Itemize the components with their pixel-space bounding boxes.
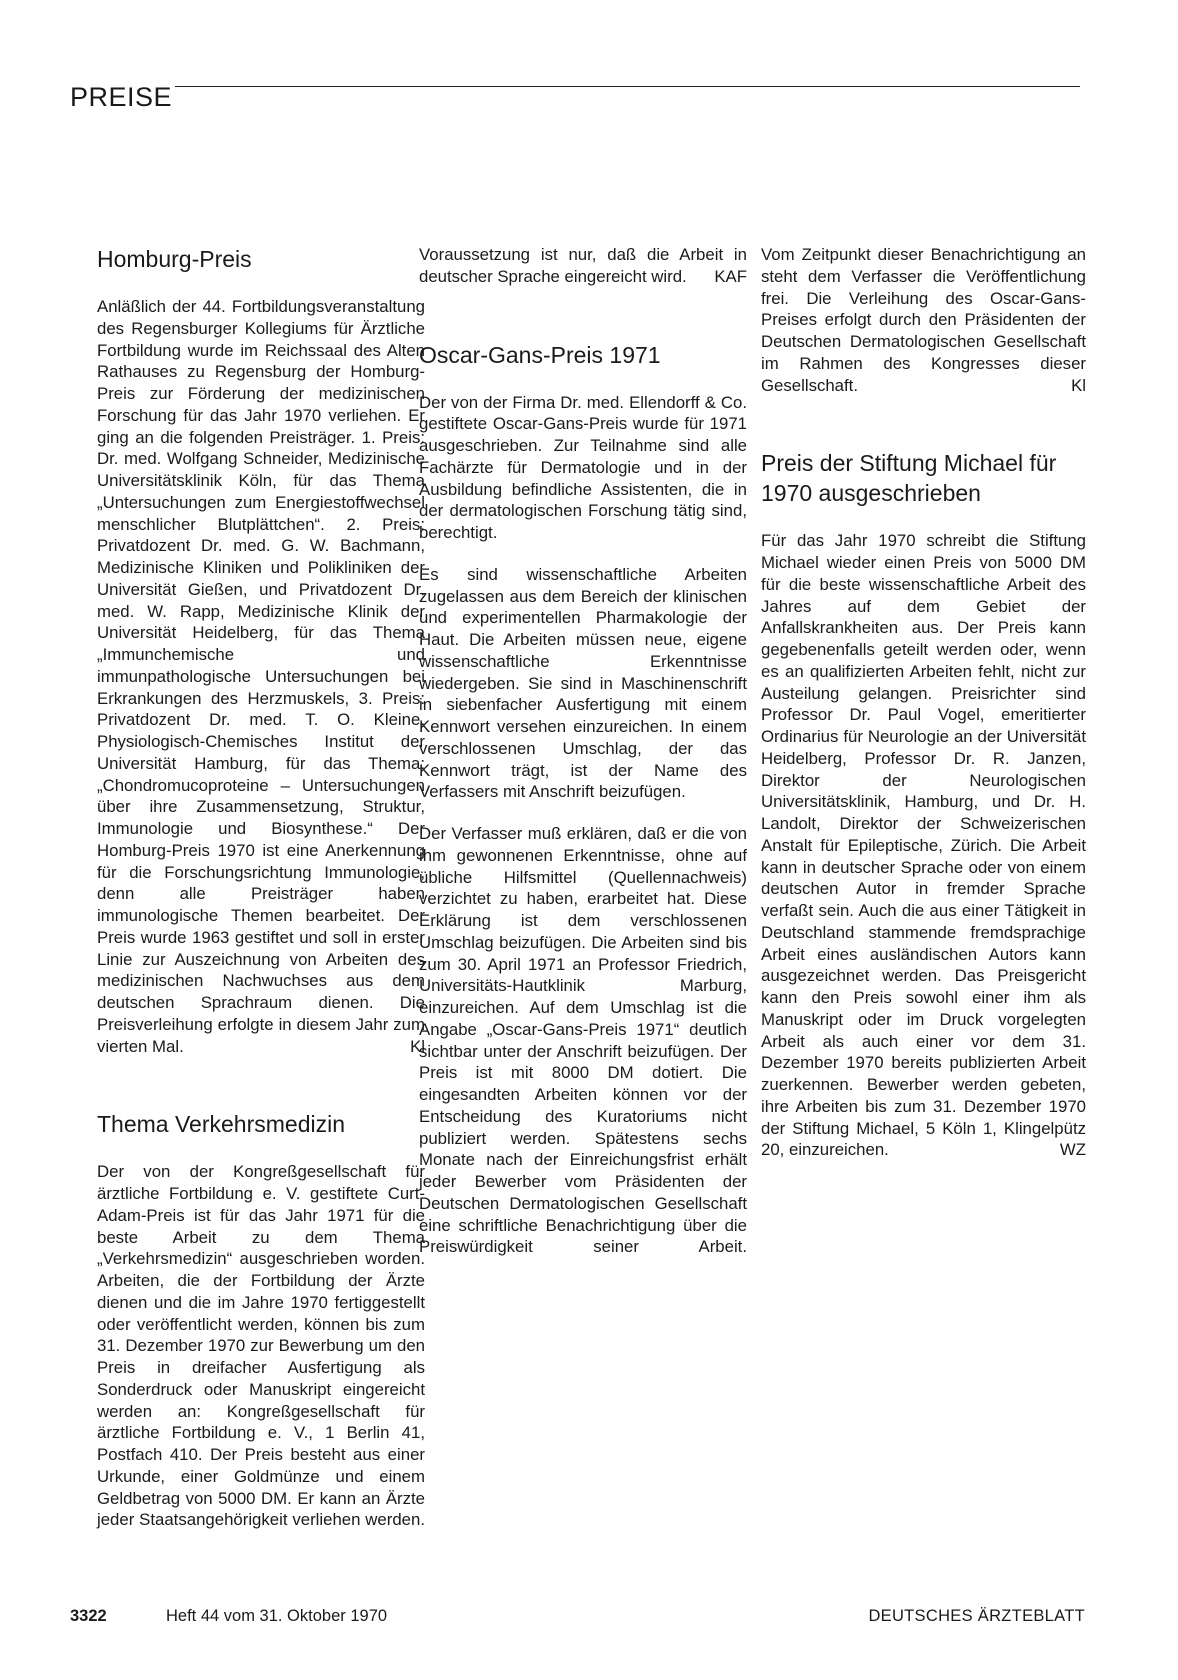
- article-title: Oscar-Gans-Preis 1971: [419, 341, 661, 368]
- article-paragraph-continued: [419, 244, 747, 288]
- column-2: [419, 244, 747, 1296]
- article-oscar-gans-preis-continued: [761, 244, 1086, 396]
- header-rule: [175, 86, 1080, 87]
- author-signature: Kl: [410, 1036, 425, 1056]
- article-paragraph: Der Verfasser muß erklären, daß er die von ihm gewonnenen Erkenntnisse, ohne auf übliche Hilfsmittel (Quellennachweis) verzichtet zu haben, erarbeitet hat. Diese Erklärung ist dem verschlossenen Umschlag beizufügen. Die Arbeiten sind bis zum 30. April 1971 an Professor Friedrich, Universitäts-Hautklinik Marburg, einzureichen. Auf dem Umschlag ist die Angabe „Oscar-Gans-Preis 1971“ deutlich sichtbar unter der Anschrift beizufügen. Der Preis ist mit 8000 DM dotiert. Die eingesandten Arbeiten können vor der Entscheidung des Kuratoriums nicht publiziert werden. Spätestens sechs Monate nach der Einreichungsfrist erhält jeder Bewerber vom Präsidenten der Deutschen Dermatologischen Gesellschaft eine schriftliche Benachrichtigung über die Preiswürdigkeit seiner Arbeit.: [419, 824, 747, 1257]
- paragraph-text: Vom Zeitpunkt dieser Benachrichtigung an steht dem Verfasser die Veröffentlichung frei. Die Verleihung des Oscar-Gans-Preises erfolgt durch den Präsidenten der Deutschen Dermatologischen Gesellschaft im Rahmen des Kongresses dieser Gesellschaft.: [761, 245, 1086, 395]
- column-3: [761, 244, 1086, 1199]
- article-thema-verkehrsmedizin: [97, 1109, 425, 1531]
- article-title: Thema Verkehrsmedizin: [97, 1111, 345, 1138]
- article-title: Preis der Stiftung Michael für 1970 ausgeschrieben: [761, 450, 1057, 507]
- article-stiftung-michael: [761, 448, 1086, 1161]
- paragraph-text: Für das Jahr 1970 schreibt die Stiftung Michael wieder einen Preis von 5000 DM für die beste wissenschaftliche Arbeit des Jahres auf dem Gebiet der Anfallskrankheiten aus. Der Preis kann gegebenenfalls geteilt werden oder, wenn es an qualifizierten Arbeiten fehlt, nicht zur Austeilung gelangen. Preisrichter sind Professor Dr. Paul Vogel, emeritierter Ordinarius für Neurologie an der Universität Heidelberg, Professor Dr. R. Janzen, Direktor der Neurologischen Universitätsklinik, Hamburg, und Dr. H. Landolt, Direktor der Schweizerischen Anstalt für Epileptische, Zürich. Die Arbeit kann in deutscher Sprache oder von einem deutschen Autor in fremder Sprache verfaßt sein. Auch die aus einer Tätigkeit in Deutschland stammende fremdsprachige Arbeit eines ausländischen Autors kann ausgezeichnet werden. Das Preisgericht kann den Preis sowohl einer ihm als Manuskript oder im Druck vorgelegten Arbeit als auch einer vor dem 31. Dezember 1970 bereits publizierten Arbeit zuerkennen. Bewerber werden gebeten, ihre Arbeiten bis zum 31. Dezember 1970 der Stiftung Michael, 5 Köln 1, Klingelpütz 20, einzureichen.: [761, 531, 1086, 1160]
- article-homburg-preis: [97, 244, 425, 1057]
- paragraph-text: Voraussetzung ist nur, daß die Arbeit in deutscher Sprache eingereicht wird.: [419, 245, 747, 286]
- page-number: 3322: [70, 1607, 107, 1625]
- article-paragraph: [761, 530, 1086, 1161]
- paragraph-text: Anläßlich der 44. Fortbildungsveranstaltung des Regensburger Kollegiums für Ärztliche Fortbildung wurde im Reichssaal des Alten Rathauses zu Regensburg der Homburg-Preis zur Förderung der medizinischen Forschung für das Jahr 1970 verliehen. Er ging an die folgenden Preisträger. 1. Preis: Dr. med. Wolfgang Schneider, Medizinische Universitätsklinik Köln, für das Thema „Untersuchungen zum Energiestoffwechsel menschlicher Blutplättchen“. 2. Preis: Privatdozent Dr. med. G. W. Bachmann, Medizinische Kliniken und Polikliniken der Universität Gießen, und Privatdozent Dr. med. W. Rapp, Medizinische Klinik der Universität Heidelberg, für das Thema „Immunchemische und immunpathologische Untersuchungen bei Erkrankungen des Herzmuskels, 3. Preis: Privatdozent Dr. med. T. O. Kleine, Physiologisch-Chemisches Institut der Universität Hamburg, für das Thema: „Chondromucoproteine – Untersuchungen über ihre Zusammensetzung, Struktur, Immunologie und Biosynthese.“ Der Homburg-Preis 1970 ist eine Anerkennung für die Forschungsrichtung Immunologie, denn alle Preisträger haben immunologische Themen bearbeitet. Der Preis wurde 1963 gestiftet und soll in erster Linie zur Auszeichnung von Arbeiten des medizinischen Nachwuchses aus dem deutschen Sprachraum dienen. Die Preisverleihung erfolgte in diesem Jahr zum vierten Mal.: [97, 297, 425, 1056]
- article-thema-verkehrsmedizin-continued: [419, 244, 747, 288]
- author-signature: Kl: [1071, 375, 1086, 395]
- article-paragraph: [761, 244, 1086, 396]
- column-1: [97, 244, 425, 1569]
- article-title: Homburg-Preis: [97, 246, 252, 272]
- section-label: PREISE: [70, 82, 173, 112]
- author-signature: WZ: [1059, 1140, 1086, 1160]
- issue-info: Heft 44 vom 31. Oktober 1970: [166, 1607, 388, 1625]
- article-paragraph: [97, 296, 425, 1057]
- journal-name: DEUTSCHES ÄRZTEBLATT: [868, 1607, 1085, 1625]
- article-paragraph: Der von der Firma Dr. med. Ellendorff & Co. gestiftete Oscar-Gans-Preis wurde für 1971 ausgeschrieben. Zur Teilnahme sind alle Fachärzte für Dermatologie und in der Ausbildung befindliche Assistenten, die in der dermatologischen Forschung tätig sind, berechtigt.: [419, 392, 747, 542]
- article-paragraph: Es sind wissenschaftliche Arbeiten zugelassen aus dem Bereich der klinischen und experimentellen Pharmakologie der Haut. Die Arbeiten müssen neue, eigene wissenschaftliche Erkenntnisse wiedergeben. Sie sind in Maschinenschrift in siebenfacher Ausfertigung mit einem Kennwort versehen einzureichen. In einem verschlossenen Umschlag, der das Kennwort trägt, ist der Name des Verfassers mit Anschrift beizufügen.: [419, 564, 747, 802]
- author-signature: KAF: [714, 266, 747, 286]
- page-header: [70, 78, 1080, 118]
- article-paragraph: Der von der Kongreßgesellschaft für ärztliche Fortbildung e. V. gestiftete Curt-Adam-Preis ist für das Jahr 1971 für die beste Arbeit zu dem Thema „Verkehrsmedizin“ ausgeschrieben worden. Arbeiten, die der Fortbildung der Ärzte dienen und die im Jahre 1970 fertiggestellt oder veröffentlicht werden, können bis zum 31. Dezember 1970 zur Bewerbung um den Preis in dreifacher Ausfertigung als Sonderdruck oder Manuskript eingereicht werden an: Kongreßgesellschaft für ärztliche Fortbildung e. V., 1 Berlin 41, Postfach 410. Der Preis besteht aus einer Urkunde, einer Goldmünze und einem Geldbetrag von 5000 DM. Er kann an Ärzte jeder Staatsangehörigkeit verliehen werden.: [97, 1162, 425, 1530]
- article-oscar-gans-preis: [419, 340, 747, 1259]
